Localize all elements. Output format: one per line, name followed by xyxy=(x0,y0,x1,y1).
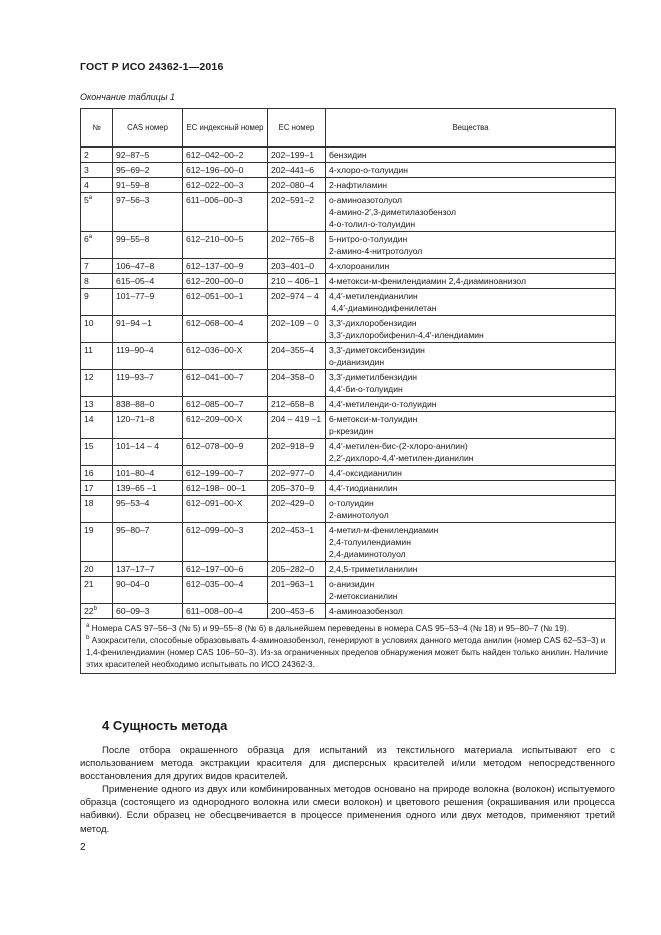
substance-name: 2,4,5-триметиланилин xyxy=(329,564,418,574)
cell-cas: 615–05–4 xyxy=(113,274,183,289)
cell-substances xyxy=(326,604,616,619)
substance-name: 2,4-толуилендиамин xyxy=(329,537,411,547)
substance-name: о-аминоазотолуол xyxy=(329,195,403,205)
paragraph: После отбора окрашенного образца для испытаний из текстильного материала испытывают его с использованием метода экстракции красителя для дисперсных красителей и/или методом непосредственного восстановления для других видов красителей. xyxy=(80,745,615,783)
substances-table xyxy=(80,108,616,674)
cell-number xyxy=(81,562,113,577)
substance-name: 4-аминоазобензол xyxy=(329,606,403,616)
cell-substances xyxy=(326,163,616,178)
cell-cas: 97–56–3 xyxy=(113,193,183,232)
row-number: 16 xyxy=(84,468,94,478)
substance-name: 4-хлороанилин xyxy=(329,261,390,271)
substance-name: 3,3′-диметилбензидин xyxy=(329,372,418,382)
cell-ec: 202–918–9 xyxy=(268,439,326,466)
row-number: 20 xyxy=(84,564,94,574)
cell-ec-index: 612–036–00-X xyxy=(183,343,268,370)
cell-number xyxy=(81,193,113,232)
row-number: 8 xyxy=(84,276,89,286)
cell-ec-index: 612–078–00–9 xyxy=(183,439,268,466)
cell-ec: 202–453–1 xyxy=(268,523,326,562)
cell-ec: 202–080–4 xyxy=(268,178,326,193)
row-footnote-mark: b xyxy=(93,606,97,613)
row-number: 2 xyxy=(84,150,89,160)
cell-ec-index: 611–006–00–3 xyxy=(183,193,268,232)
cell-ec-index: 612–035–00–4 xyxy=(183,577,268,604)
cell-ec: 210 – 406–1 xyxy=(268,274,326,289)
paragraph: Применение одного из двух или комбинированных методов основано на природе волокна (волокон) испытуемого образца (состоящего из однородного волокна или смеси волокон) и цветового решения (окрашивания или процесса набивки). Если образец не обесцвечивается в процессе применения одного или двух методов, применяют третий метод. xyxy=(80,784,615,835)
cell-substances xyxy=(326,523,616,562)
table-row xyxy=(81,481,616,496)
column-header-cas: CAS номер xyxy=(113,109,183,148)
cell-cas: 120–71–8 xyxy=(113,412,183,439)
cell-number xyxy=(81,147,113,163)
table-row xyxy=(81,232,616,259)
cell-cas: 838–88–0 xyxy=(113,397,183,412)
cell-number xyxy=(81,178,113,193)
section-heading: 4 Сущность метода xyxy=(102,718,228,733)
cell-ec: 204–358–0 xyxy=(268,370,326,397)
cell-number xyxy=(81,274,113,289)
table-row xyxy=(81,274,616,289)
cell-number xyxy=(81,316,113,343)
substance-name: 4,4′-тиодианилин xyxy=(329,483,398,493)
cell-ec-index: 612–091–00-X xyxy=(183,496,268,523)
cell-number xyxy=(81,577,113,604)
row-number: 6 xyxy=(84,234,89,244)
cell-ec: 202–441–6 xyxy=(268,163,326,178)
substance-name: 2-аминотолуол xyxy=(329,510,389,520)
table-header-row xyxy=(81,109,616,148)
table-row xyxy=(81,496,616,523)
cell-ec: 202–199–1 xyxy=(268,147,326,163)
cell-ec-index: 612–099–00–3 xyxy=(183,523,268,562)
cell-cas: 101–14 – 4 xyxy=(113,439,183,466)
cell-ec-index: 612–051–00–1 xyxy=(183,289,268,316)
cell-substances xyxy=(326,466,616,481)
row-number: 7 xyxy=(84,261,89,271)
table-row xyxy=(81,289,616,316)
cell-number xyxy=(81,466,113,481)
note-text: Номера CAS 97–56–3 (№ 5) и 99–55–8 (№ 6) в дальнейшем переведены в номера CAS 95–53–4 (№ 18) и 95–80–7 (№ 19). xyxy=(89,623,570,633)
substance-name: 2-нафтиламин xyxy=(329,180,388,190)
cell-substances xyxy=(326,274,616,289)
cell-number xyxy=(81,496,113,523)
table-notes-row xyxy=(81,619,616,674)
note-text: Азокрасители, способные образовывать 4-аминоазобензол, генерируют в условиях данного метода анилин (номер CAS 62–53–3) и 1,4-фенилендиамин (номер CAS 106–50–3). Из-за ограниченных пределов обнаружения может быть найден только анилин. Наличие этих красителей необходимо испытывать по ИСО 24362-3. xyxy=(86,635,609,669)
cell-cas: 91–94 –1 xyxy=(113,316,183,343)
substance-name: 4-о-толил-о-толуидин xyxy=(329,219,416,229)
substance-name: 4,4′-оксидианилин xyxy=(329,468,402,478)
substance-name: о-толуидин xyxy=(329,498,374,508)
substance-name: 4,4′-би-о-толуидин xyxy=(329,384,403,394)
table-row xyxy=(81,370,616,397)
substance-name: 4-метил-м-фенилендиамин xyxy=(329,525,439,535)
substance-name: 4,4′-метиленди-о-толуидин xyxy=(329,399,437,409)
cell-number xyxy=(81,604,113,619)
table-note-a xyxy=(86,622,610,634)
row-footnote-mark: а xyxy=(88,195,93,202)
cell-ec: 202–974 – 4 xyxy=(268,289,326,316)
substance-name: 3,3′-дихлоробензидин xyxy=(329,318,417,328)
column-header-ec-index: ЕС индексный номер xyxy=(183,109,268,148)
cell-substances xyxy=(326,316,616,343)
table-row xyxy=(81,343,616,370)
substance-name: 2,2′-дихлоро-4,4′-метилен-дианилин xyxy=(329,453,474,463)
row-number: 18 xyxy=(84,498,94,508)
cell-substances xyxy=(326,370,616,397)
cell-ec-index: 612–042–00–2 xyxy=(183,147,268,163)
cell-number xyxy=(81,343,113,370)
row-number: 3 xyxy=(84,165,89,175)
cell-substances xyxy=(326,397,616,412)
row-number: 15 xyxy=(84,441,94,451)
cell-substances xyxy=(326,193,616,232)
table-row xyxy=(81,523,616,562)
cell-ec-index: 612–022–00–3 xyxy=(183,178,268,193)
table-body xyxy=(81,147,616,619)
cell-substances xyxy=(326,439,616,466)
cell-ec: 201–963–1 xyxy=(268,577,326,604)
substance-name: 4,4′-метилен-бис-(2-хлоро-анилин) xyxy=(329,441,468,451)
cell-ec: 212–658–8 xyxy=(268,397,326,412)
table-row xyxy=(81,316,616,343)
row-number: 12 xyxy=(84,372,94,382)
table-row xyxy=(81,178,616,193)
table-caption: Окончание таблицы 1 xyxy=(80,92,175,102)
cell-ec-index: 612–196–00–0 xyxy=(183,163,268,178)
cell-number xyxy=(81,163,113,178)
cell-cas: 101–80–4 xyxy=(113,466,183,481)
cell-cas: 119–93–7 xyxy=(113,370,183,397)
cell-ec: 202–977–0 xyxy=(268,466,326,481)
row-footnote-mark: а xyxy=(88,234,93,241)
cell-cas: 101–77–9 xyxy=(113,289,183,316)
cell-ec-index: 612–197–00–6 xyxy=(183,562,268,577)
table-row xyxy=(81,193,616,232)
row-number: 9 xyxy=(84,291,89,301)
note-mark: a xyxy=(86,623,90,630)
cell-ec-index: 611–008–00–4 xyxy=(183,604,268,619)
cell-number xyxy=(81,397,113,412)
cell-substances xyxy=(326,496,616,523)
cell-ec: 202–109 – 0 xyxy=(268,316,326,343)
cell-ec: 205–370–9 xyxy=(268,481,326,496)
substance-name: бензидин xyxy=(329,150,367,160)
cell-substances xyxy=(326,147,616,163)
cell-ec: 200–453–6 xyxy=(268,604,326,619)
cell-ec-index: 612–210–00–5 xyxy=(183,232,268,259)
substance-name: 4-амино-2′,3-диметилазобензол xyxy=(329,207,457,217)
cell-number xyxy=(81,481,113,496)
cell-cas: 99–55–8 xyxy=(113,232,183,259)
cell-cas: 106–47–8 xyxy=(113,259,183,274)
cell-cas: 90–04–0 xyxy=(113,577,183,604)
substance-name: 2,4-диаминотолуол xyxy=(329,549,406,559)
cell-substances xyxy=(326,577,616,604)
substance-name: 4,4′-диаминодифенилетан xyxy=(329,303,437,313)
table-notes xyxy=(81,619,616,674)
substance-name: 6-метокси-м-толуидин xyxy=(329,414,418,424)
table-row xyxy=(81,604,616,619)
row-number: 4 xyxy=(84,180,89,190)
substance-name: 3,3′-дихлоробифенил-4,4′-илендиамин xyxy=(329,330,484,340)
cell-cas: 137–17–7 xyxy=(113,562,183,577)
table-row xyxy=(81,439,616,466)
cell-substances xyxy=(326,412,616,439)
table-row xyxy=(81,259,616,274)
cell-ec: 203–401–0 xyxy=(268,259,326,274)
row-number: 22 xyxy=(84,606,94,616)
substance-name: 5-нитро-о-толуидин xyxy=(329,234,408,244)
column-header-number: № xyxy=(81,109,113,148)
table-row xyxy=(81,397,616,412)
cell-ec-index: 612–041–00–7 xyxy=(183,370,268,397)
cell-ec: 204 – 419 –1 xyxy=(268,412,326,439)
table-row xyxy=(81,163,616,178)
substance-name: о-дианизидин xyxy=(329,357,385,367)
cell-ec-index: 612–209–00-X xyxy=(183,412,268,439)
cell-number xyxy=(81,439,113,466)
cell-ec: 202–765–8 xyxy=(268,232,326,259)
cell-substances xyxy=(326,178,616,193)
row-number: 17 xyxy=(84,483,94,493)
cell-ec-index: 612–199–00–7 xyxy=(183,466,268,481)
substance-name: 4-хлоро-о-толуидин xyxy=(329,165,408,175)
cell-ec: 204–355–4 xyxy=(268,343,326,370)
cell-cas: 95–69–2 xyxy=(113,163,183,178)
row-number: 21 xyxy=(84,579,94,589)
substance-name: 2-метоксианилин xyxy=(329,591,398,601)
cell-ec-index: 612–198– 00–1 xyxy=(183,481,268,496)
row-number: 10 xyxy=(84,318,94,328)
cell-ec: 205–282–0 xyxy=(268,562,326,577)
cell-substances xyxy=(326,259,616,274)
cell-number xyxy=(81,259,113,274)
table-row xyxy=(81,577,616,604)
cell-substances xyxy=(326,343,616,370)
cell-number xyxy=(81,523,113,562)
cell-number xyxy=(81,289,113,316)
substance-name: 4,4′-метилендианилин xyxy=(329,291,418,301)
cell-cas: 60–09–3 xyxy=(113,604,183,619)
row-number: 19 xyxy=(84,525,94,535)
cell-ec-index: 612–068–00–4 xyxy=(183,316,268,343)
table-row xyxy=(81,412,616,439)
cell-substances xyxy=(326,481,616,496)
cell-ec-index: 612–137–00–9 xyxy=(183,259,268,274)
table-row xyxy=(81,562,616,577)
table-note-b xyxy=(86,634,610,670)
cell-number xyxy=(81,370,113,397)
row-number: 11 xyxy=(84,345,93,355)
cell-cas: 139–65 –1 xyxy=(113,481,183,496)
cell-cas: 92–87–5 xyxy=(113,147,183,163)
cell-ec-index: 612–200–00–0 xyxy=(183,274,268,289)
cell-substances xyxy=(326,562,616,577)
row-number: 5 xyxy=(84,195,89,205)
substance-name: р-крезидин xyxy=(329,426,374,436)
substance-name: 4-метокси-м-фенилендиамин 2,4-диаминоанизол xyxy=(329,276,527,286)
page-number: 2 xyxy=(80,842,86,853)
cell-ec: 202–429–0 xyxy=(268,496,326,523)
table-row xyxy=(81,466,616,481)
cell-number xyxy=(81,412,113,439)
cell-ec: 202–591–2 xyxy=(268,193,326,232)
substance-name: о-анизидин xyxy=(329,579,375,589)
column-header-substances: Вещества xyxy=(326,109,616,148)
cell-cas: 95–80–7 xyxy=(113,523,183,562)
cell-cas: 95–53–4 xyxy=(113,496,183,523)
section-body xyxy=(80,744,615,836)
row-number: 13 xyxy=(84,399,94,409)
cell-cas: 91–59–8 xyxy=(113,178,183,193)
substance-name: 3,3′-диметоксибензидин xyxy=(329,345,425,355)
cell-ec-index: 612–085–00–7 xyxy=(183,397,268,412)
note-mark: b xyxy=(86,635,90,642)
column-header-ec: ЕС номер xyxy=(268,109,326,148)
page-header: ГОСТ Р ИСО 24362-1—2016 xyxy=(80,61,224,73)
row-number: 14 xyxy=(84,414,94,424)
cell-substances xyxy=(326,289,616,316)
cell-substances xyxy=(326,232,616,259)
cell-number xyxy=(81,232,113,259)
table-row xyxy=(81,147,616,163)
cell-cas: 119–90–4 xyxy=(113,343,183,370)
substance-name: 2-амино-4-нитротолуол xyxy=(329,246,423,256)
